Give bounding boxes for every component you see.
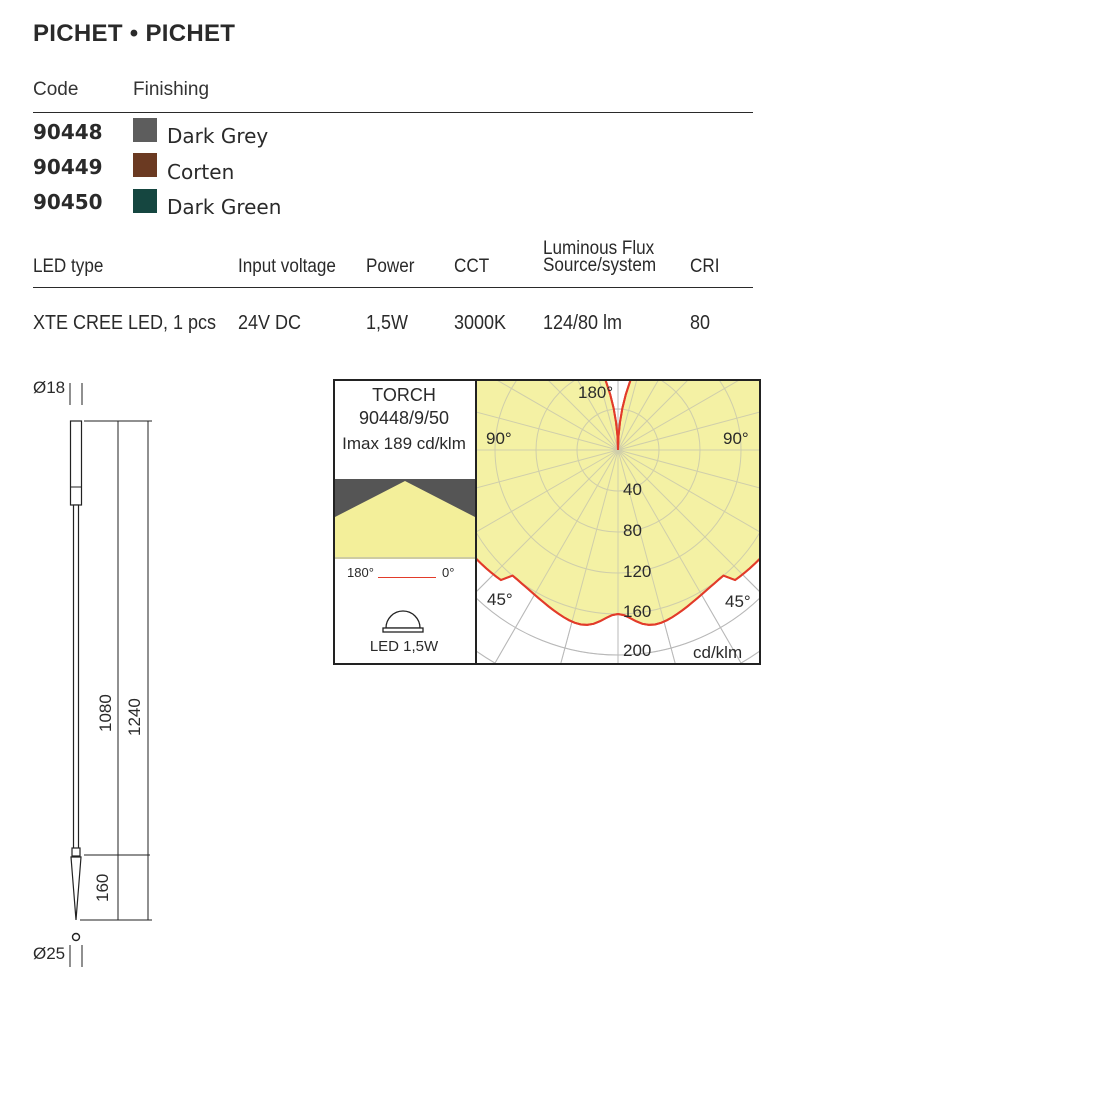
cri-value: 80 xyxy=(690,312,711,334)
luminous-flux-header-line2: Source/system xyxy=(543,255,657,276)
variant-code: 90449 xyxy=(33,155,103,179)
radial-label: 200 xyxy=(623,641,652,660)
luminous-flux-header xyxy=(543,240,656,274)
power-header: Power xyxy=(366,256,415,277)
cri-header: CRI xyxy=(690,256,720,277)
cct-value: 3000K xyxy=(454,312,507,334)
radial-label: 120 xyxy=(623,562,652,581)
angle-45-right-label: 45° xyxy=(725,592,751,611)
input-voltage-header: Input voltage xyxy=(238,256,336,277)
led-type-value: XTE CREE LED, 1 pcs xyxy=(33,312,217,334)
top-diameter-label: Ø18 xyxy=(33,378,66,397)
led-type-header: LED type xyxy=(33,256,104,277)
led-power-label: LED 1,5W xyxy=(369,638,439,655)
angle-45-left-label: 45° xyxy=(487,590,513,609)
variant-code: 90450 xyxy=(33,190,103,214)
lamp-head-shape xyxy=(71,421,82,505)
dimension-1240-label: 1240 xyxy=(125,698,144,736)
dimension-1080-label: 1080 xyxy=(96,694,115,732)
polar-light-distribution-chart xyxy=(477,381,759,663)
angle-90-right-label: 90° xyxy=(723,429,749,448)
imax-label: Imax 189 cd/klm xyxy=(342,434,466,453)
lamp-stem-shape xyxy=(74,505,79,850)
radial-label: 80 xyxy=(623,521,642,540)
color-swatch-dark-grey xyxy=(133,118,157,142)
radial-label: 160 xyxy=(623,602,652,621)
angle-180-label: 180° xyxy=(578,383,614,402)
legend-180-label: 180° xyxy=(347,565,374,580)
input-voltage-value: 24V DC xyxy=(238,312,302,334)
legend-line xyxy=(378,577,436,578)
variant-finish: Dark Green xyxy=(167,195,282,219)
color-swatch-dark-green xyxy=(133,189,157,213)
beam-icon xyxy=(335,479,475,559)
unit-label: cd/klm xyxy=(693,643,743,662)
luminous-flux-header-line1: Luminous Flux xyxy=(543,238,655,259)
cct-header: CCT xyxy=(454,256,490,277)
page-title: PICHET • PICHET xyxy=(33,20,236,47)
led-dome-icon xyxy=(380,604,426,634)
beam-type-label: TORCH xyxy=(372,385,436,405)
dimension-160-label: 160 xyxy=(93,873,112,902)
variant-finish: Corten xyxy=(167,160,235,184)
luminous-flux-value: 124/80 lm xyxy=(543,312,623,334)
bottom-diameter-label: Ø25 xyxy=(33,944,66,963)
variant-code: 90448 xyxy=(33,120,103,144)
legend-0-label: 0° xyxy=(442,565,455,580)
finishing-header-rule xyxy=(33,112,753,113)
ground-spike-shape xyxy=(71,857,81,920)
finishing-column-header: Finishing xyxy=(133,79,210,100)
angle-90-left-label: 90° xyxy=(486,429,512,448)
photometry-codes-label: 90448/9/50 xyxy=(358,408,450,428)
code-column-header: Code xyxy=(33,79,79,100)
radial-label: 40 xyxy=(623,480,642,499)
color-swatch-corten xyxy=(133,153,157,177)
variant-finish: Dark Grey xyxy=(167,124,269,148)
power-value: 1,5W xyxy=(366,312,409,334)
spec-header-rule xyxy=(33,287,753,288)
